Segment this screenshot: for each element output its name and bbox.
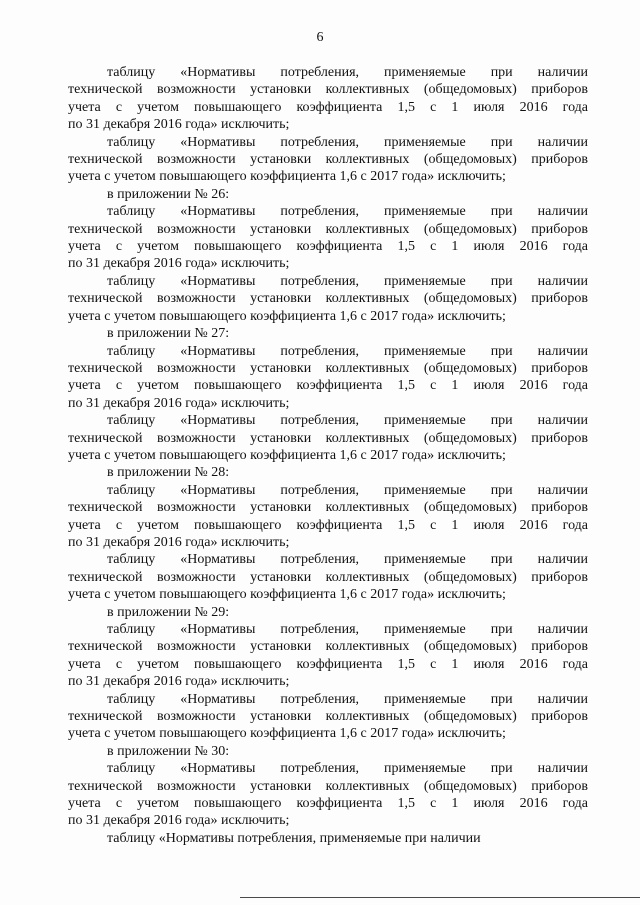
paragraph xyxy=(68,203,588,273)
text-line: учета с учетом повышающего коэффициента 1,6 с 2017 года» исключить; xyxy=(68,169,506,185)
text-line: по 31 декабря 2016 года» исключить; xyxy=(68,674,290,690)
text-line: учета с учетом повышающего коэффициента 1,5 с 1 июля 2016 года xyxy=(68,99,588,115)
text-line: таблицу «Нормативы потребления, применяемые при наличии xyxy=(107,552,588,568)
text-line: таблицу «Нормативы потребления, применяемые при наличии xyxy=(107,830,481,846)
text-line: технической возможности установки коллективных (общедомовых) приборов xyxy=(68,82,588,98)
text-line: таблицу «Нормативы потребления, применяемые при наличии xyxy=(107,273,588,289)
paragraph xyxy=(68,482,588,552)
paragraph xyxy=(68,760,588,830)
text-line: учета с учетом повышающего коэффициента 1,5 с 1 июля 2016 года xyxy=(68,378,588,394)
text-line: учета с учетом повышающего коэффициента 1,6 с 2017 года» исключить; xyxy=(68,587,506,603)
text-line: технической возможности установки коллективных (общедомовых) приборов xyxy=(68,709,588,725)
paragraph xyxy=(68,134,588,186)
text-line: таблицу «Нормативы потребления, применяемые при наличии xyxy=(107,134,588,150)
appendix-heading: в приложении № 27: xyxy=(107,326,230,342)
text-line: учета с учетом повышающего коэффициента 1,6 с 2017 года» исключить; xyxy=(68,308,506,324)
text-line: таблицу «Нормативы потребления, применяемые при наличии xyxy=(107,343,588,359)
paragraph xyxy=(68,621,588,691)
paragraph xyxy=(68,64,588,134)
text-line: таблицу «Нормативы потребления, применяемые при наличии xyxy=(107,761,588,777)
text-line: учета с учетом повышающего коэффициента 1,5 с 1 июля 2016 года xyxy=(68,796,588,812)
text-line: по 31 декабря 2016 года» исключить; xyxy=(68,256,290,272)
text-line: учета с учетом повышающего коэффициента 1,6 с 2017 года» исключить; xyxy=(68,726,506,742)
text-line: таблицу «Нормативы потребления, применяемые при наличии xyxy=(107,65,588,80)
document-body xyxy=(68,64,588,847)
text-line: учета с учетом повышающего коэффициента 1,5 с 1 июля 2016 года xyxy=(68,656,588,672)
text-line: учета с учетом повышающего коэффициента 1,5 с 1 июля 2016 года xyxy=(68,239,588,255)
text-line: технической возможности установки коллективных (общедомовых) приборов xyxy=(68,221,588,237)
paragraph xyxy=(68,412,588,464)
text-line: таблицу «Нормативы потребления, применяемые при наличии xyxy=(107,691,588,707)
paragraph xyxy=(68,273,588,325)
text-line: по 31 декабря 2016 года» исключить; xyxy=(68,117,290,133)
appendix-heading: в приложении № 30: xyxy=(107,743,230,759)
text-line: технической возможности установки коллективных (общедомовых) приборов xyxy=(68,639,588,655)
text-line: таблицу «Нормативы потребления, применяемые при наличии xyxy=(107,204,588,220)
text-line: по 31 декабря 2016 года» исключить; xyxy=(68,395,290,411)
paragraph xyxy=(68,830,588,847)
text-line: технической возможности установки коллективных (общедомовых) приборов xyxy=(68,778,588,794)
text-line: по 31 декабря 2016 года» исключить; xyxy=(68,813,290,829)
appendix-heading: в приложении № 28: xyxy=(107,465,230,481)
page-number: 6 xyxy=(316,30,324,45)
paragraph xyxy=(68,343,588,413)
appendix-heading: в приложении № 29: xyxy=(107,604,230,620)
text-line: технической возможности установки коллективных (общедомовых) приборов xyxy=(68,500,588,516)
text-line: таблицу «Нормативы потребления, применяемые при наличии xyxy=(107,482,588,498)
text-line: технической возможности установки коллективных (общедомовых) приборов xyxy=(68,430,588,446)
paragraph xyxy=(68,691,588,743)
text-line: по 31 декабря 2016 года» исключить; xyxy=(68,534,290,550)
text-line: учета с учетом повышающего коэффициента 1,6 с 2017 года» исключить; xyxy=(68,447,506,463)
text-line: технической возможности установки коллективных (общедомовых) приборов xyxy=(68,291,588,307)
text-line: технической возможности установки коллективных (общедомовых) приборов xyxy=(68,152,588,168)
scan-edge-line xyxy=(240,897,640,898)
text-line: учета с учетом повышающего коэффициента 1,5 с 1 июля 2016 года xyxy=(68,517,588,533)
text-line: таблицу «Нормативы потребления, применяемые при наличии xyxy=(107,413,588,429)
appendix-heading: в приложении № 26: xyxy=(107,186,230,202)
text-line: технической возможности установки коллективных (общедомовых) приборов xyxy=(68,569,588,585)
text-line: технической возможности установки коллективных (общедомовых) приборов xyxy=(68,360,588,376)
text-line: таблицу «Нормативы потребления, применяемые при наличии xyxy=(107,622,588,637)
paragraph xyxy=(68,551,588,603)
